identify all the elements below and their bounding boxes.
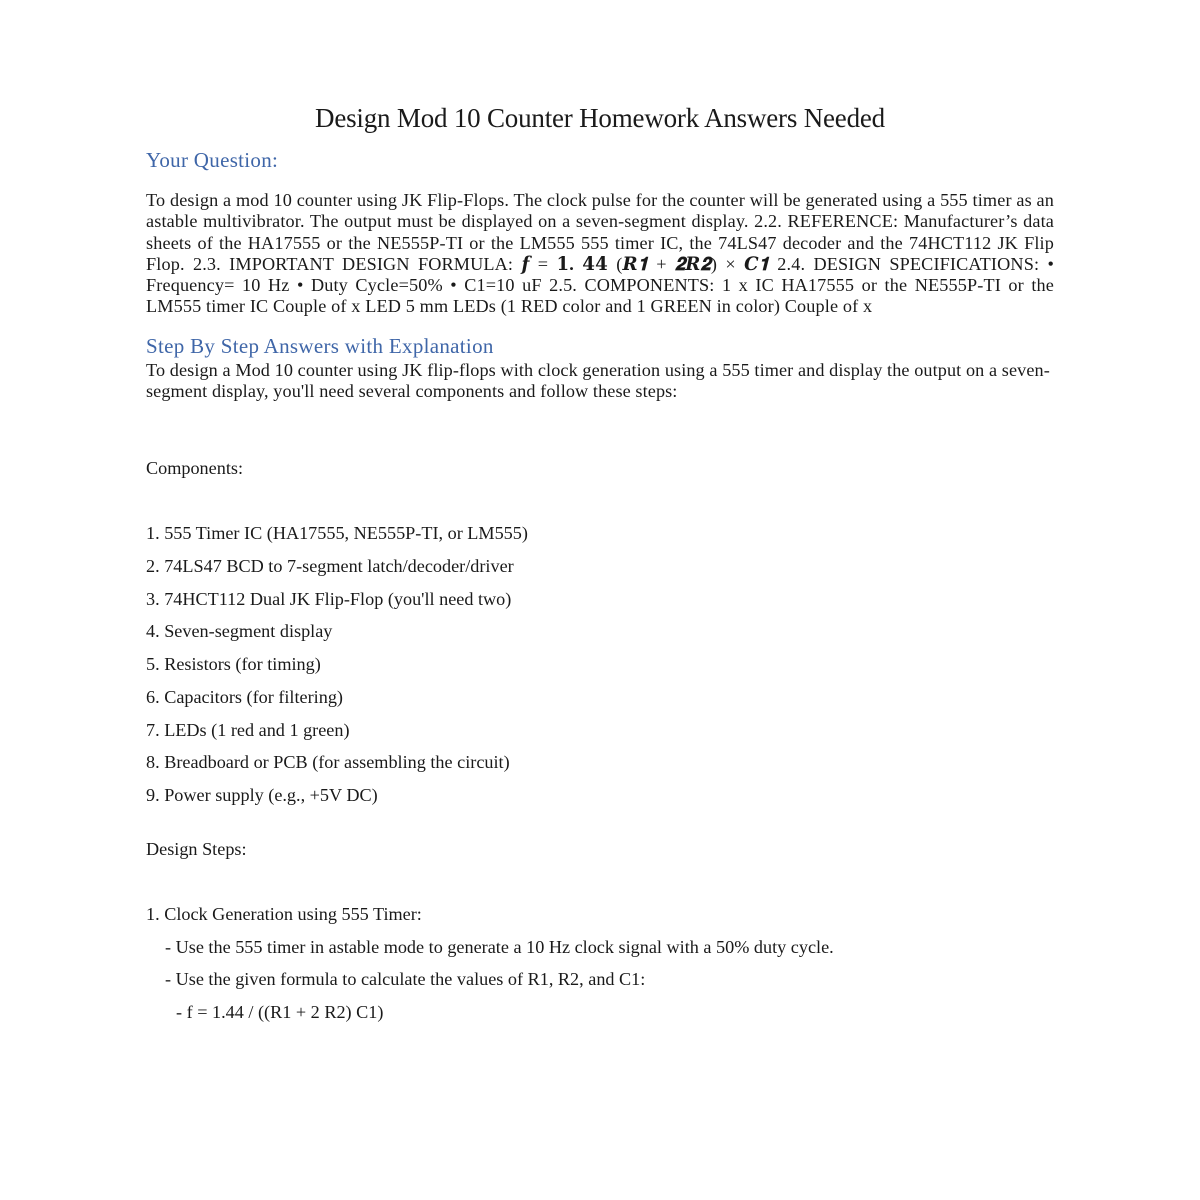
formula-plus: +: [647, 253, 676, 274]
formula-r2: 𝟐𝑹𝟐: [675, 253, 711, 274]
list-item: 8. Breadboard or PCB (for assembling the circuit): [146, 752, 510, 773]
components-list: [146, 522, 1054, 806]
step-1-detail-a: - Use the 555 timer in astable mode to generate a 10 Hz clock signal with a 50% duty cycle.: [165, 936, 834, 957]
design-steps: [146, 903, 1054, 1023]
question-heading: Your Question:: [146, 148, 279, 172]
list-item: 2. 74LS47 BCD to 7-segment latch/decoder/driver: [146, 556, 514, 577]
components-label: Components:: [146, 458, 244, 479]
step-1-title: 1. Clock Generation using 555 Timer:: [146, 903, 422, 924]
question-text-part2: 2.4. DESIGN SPECIFICATIONS: • Frequency= 10 Hz • Duty Cycle=50% • C1=10 uF 2.5. COMPONENTS: 1 x IC HA17555 or the NE555P-TI or the LM555 timer IC Couple of x LED 5 mm LEDs (1 RED color and 1 GREEN in color) Couple of x: [146, 253, 1055, 317]
list-item: 4. Seven-segment display: [146, 621, 333, 642]
question-text-part1: To design a mod 10 counter using JK Flip-Flops. The clock pulse for the counter will be generated using a 555 timer as an astable multivibrator. The output must be displayed on a seven-segment display. 2.2. REFERENCE: Manufacturer’s data sheets of the HA17555 or the NE555P-TI or the LM555 555 timer IC, the 74LS47 decoder and the 74HCT112 JK Flip Flop. 2.3. IMPORTANT DESIGN FORMULA:: [146, 190, 1054, 274]
list-item: 9. Power supply (e.g., +5V DC): [146, 784, 378, 805]
step-1-detail-b: - Use the given formula to calculate the values of R1, R2, and C1:: [165, 969, 646, 990]
design-steps-label: Design Steps:: [146, 838, 247, 859]
step-1-formula: - f = 1.44 / ((R1 + 2 R2) C1): [176, 1001, 384, 1022]
list-item: 6. Capacitors (for filtering): [146, 686, 343, 707]
formula-close: ) ×: [710, 253, 745, 274]
formula-c1: 𝑪𝟏: [744, 253, 769, 274]
answer-heading: Step By Step Answers with Explanation: [146, 333, 494, 358]
list-item: 7. LEDs (1 red and 1 green): [146, 719, 350, 740]
list-item: 5. Resistors (for timing): [146, 654, 321, 675]
formula-r1: 𝑹𝟏: [622, 253, 648, 274]
formula-f: 𝒇: [521, 253, 530, 274]
list-item: 3. 74HCT112 Dual JK Flip-Flop (you'll need two): [146, 588, 512, 609]
question-text: [146, 190, 1054, 318]
page-title: Design Mod 10 Counter Homework Answers Needed: [315, 103, 885, 133]
formula-constant: 𝟏. 𝟒𝟒: [556, 253, 608, 274]
answer-intro: To design a Mod 10 counter using JK flip-flops with clock generation using a 555 timer and display the output on a seven-segment display, you'll need several components and follow these steps:: [146, 359, 1050, 402]
list-item: 1. 555 Timer IC (HA17555, NE555P-TI, or LM555): [146, 523, 528, 544]
formula-eq: =: [529, 253, 557, 274]
formula-open: (: [607, 253, 623, 274]
document-page: [146, 98, 1054, 1034]
